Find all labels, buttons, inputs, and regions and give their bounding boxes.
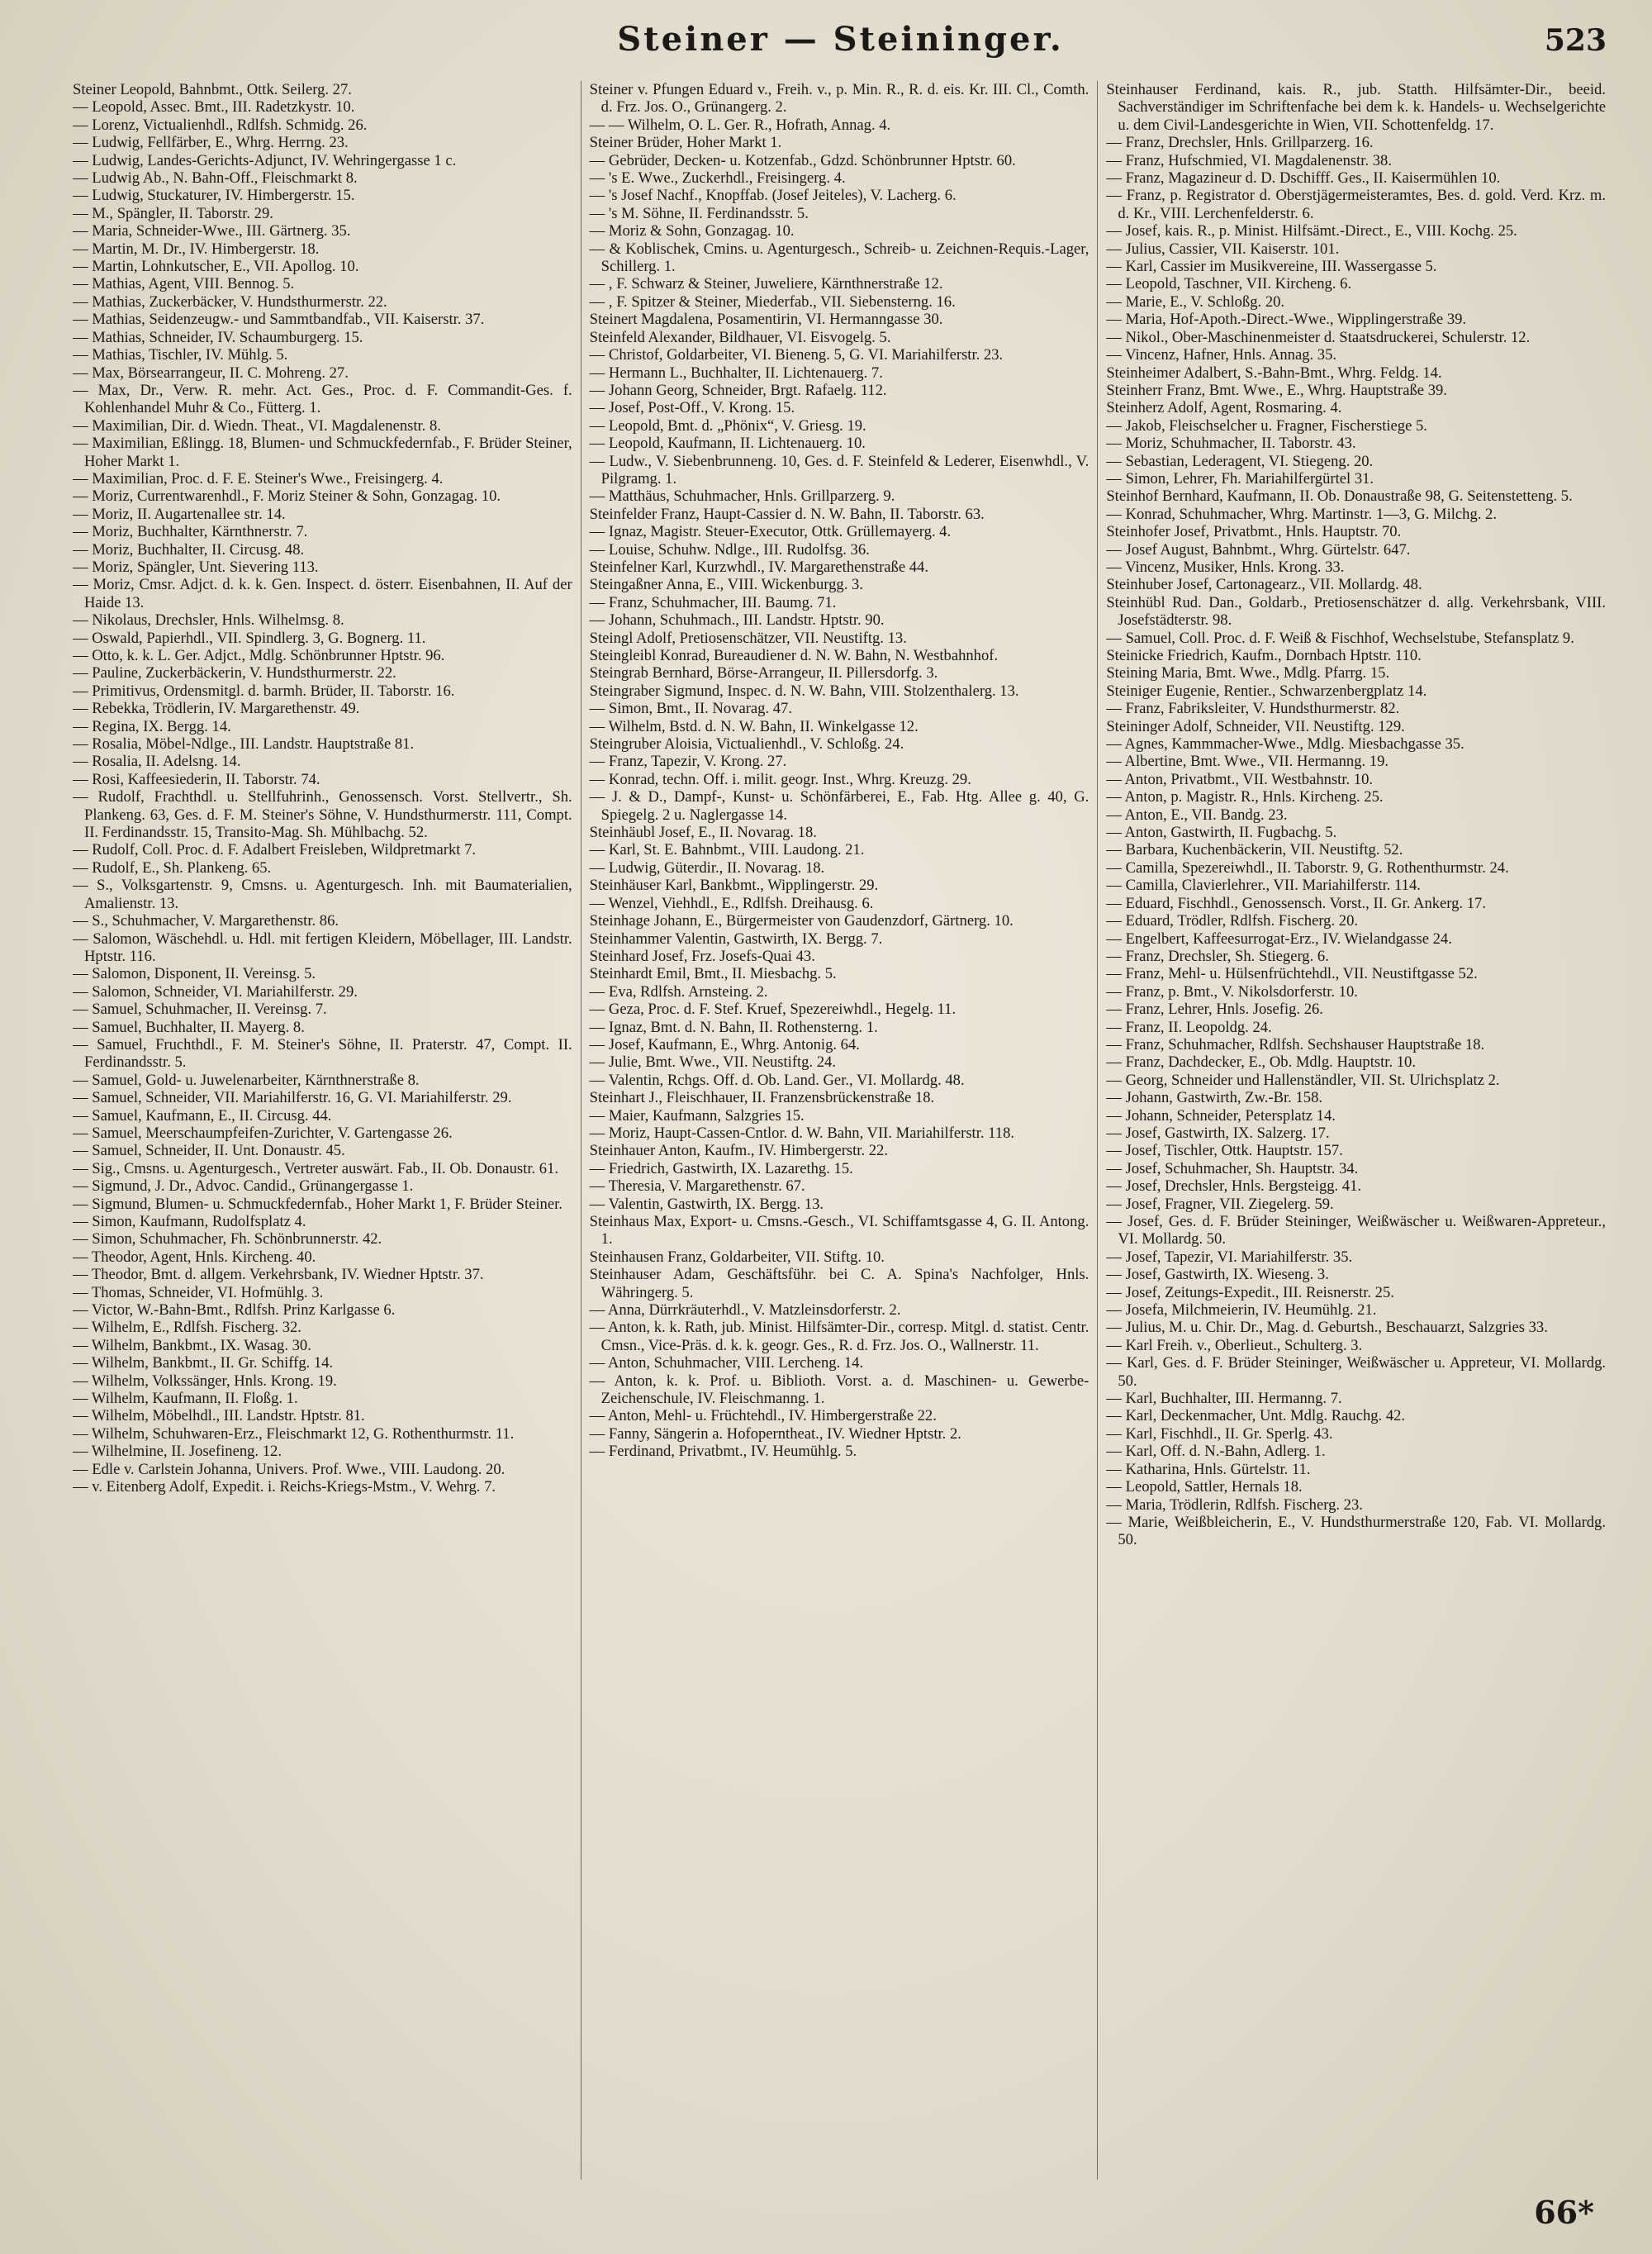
- directory-entry: — Anton, Mehl- u. Früchtehdl., IV. Himbergerstraße 22.: [589, 1407, 937, 1425]
- directory-entry: — Simon, Lehrer, Fh. Mariahilfergürtel 31.: [1106, 469, 1374, 487]
- directory-entry: — Oswald, Papierhdl., VII. Spindlerg. 3, G. Bognerg. 11.: [73, 629, 426, 647]
- directory-entry: — Josef, Ges. d. F. Brüder Steininger, Weißwäscher u. Weißwaren-Appreteur., VI. Mollardg. 50.: [1106, 1213, 1607, 1248]
- directory-entry: — Moriz, Schuhmacher, II. Taborstr. 43.: [1106, 435, 1356, 453]
- directory-entry: — Hermann L., Buchhalter, II. Lichtenauerg. 7.: [589, 364, 883, 382]
- directory-entry: — Otto, k. k. L. Ger. Adjct., Mdlg. Schönbrunner Hptstr. 96.: [73, 647, 445, 664]
- directory-entry: — Mathias, Tischler, IV. Mühlg. 5.: [73, 346, 288, 364]
- directory-entry: — Johann, Schuhmach., III. Landstr. Hptstr. 90.: [589, 611, 885, 630]
- directory-entry: — Anton, Gastwirth, II. Fugbachg. 5.: [1106, 824, 1337, 842]
- directory-entry: — Matthäus, Schuhmacher, Hnls. Grillparzerg. 9.: [589, 487, 895, 506]
- directory-entry: — Regina, IX. Bergg. 14.: [73, 717, 231, 735]
- directory-entry: — Josef, Gastwirth, IX. Wieseng. 3.: [1106, 1266, 1329, 1284]
- directory-entry: — Johann, Gastwirth, Zw.-Br. 158.: [1106, 1089, 1323, 1107]
- directory-entry: — Franz, Lehrer, Hnls. Josefig. 26.: [1106, 1001, 1323, 1019]
- directory-entry: Steiner v. Pfungen Eduard v., Freih. v., p. Min. R., R. d. eis. Kr. III. Cl., Comth. d. Frz. Jos. O., Grünangerg. 2.: [589, 81, 1089, 117]
- directory-entry: — Josef, Fragner, VII. Ziegelerg. 59.: [1106, 1195, 1334, 1213]
- directory-entry: Steinfelner Karl, Kurzwhdl., IV. Margarethenstraße 44.: [589, 558, 928, 576]
- directory-entry: — Nikolaus, Drechsler, Hnls. Wilhelmsg. 8.: [73, 611, 344, 630]
- directory-entry: Steinert Magdalena, Posamentirin, VI. Hermanngasse 30.: [589, 311, 943, 329]
- directory-entry: — Georg, Schneider und Hallenständler, VII. St. Ulrichsplatz 2.: [1106, 1071, 1500, 1089]
- directory-entry: Steinhuber Josef, Cartonagearz., VII. Mollardg. 48.: [1106, 576, 1422, 594]
- directory-entry: — Salomon, Wäschehdl. u. Hdl. mit fertigen Kleidern, Möbellager, III. Landstr. Hptstr. 116.: [73, 930, 572, 965]
- directory-entry: — Friedrich, Gastwirth, IX. Lazarethg. 15.: [589, 1159, 853, 1177]
- directory-entry: — Franz, Magazineur d. D. Dschifff. Ges., II. Kaisermühlen 10.: [1106, 169, 1501, 188]
- directory-entry: — Rudolf, Coll. Proc. d. F. Adalbert Freisleben, Wildpretmarkt 7.: [73, 841, 477, 859]
- directory-entry: Steinhardt Emil, Bmt., II. Miesbachg. 5.: [589, 965, 837, 983]
- directory-entry: — Camilla, Clavierlehrer., VII. Mariahilferstr. 114.: [1106, 877, 1421, 895]
- directory-entry: — Rosalia, Möbel-Ndlge., III. Landstr. Hauptstraße 81.: [73, 735, 415, 754]
- directory-entry: — Franz, Mehl- u. Hülsenfrüchtehdl., VII. Neustiftgasse 52.: [1106, 965, 1478, 983]
- directory-entry: Steininger Adolf, Schneider, VII. Neustiftg. 129.: [1106, 717, 1405, 735]
- directory-entry: — Franz, Dachdecker, E., Ob. Mdlg. Hauptstr. 10.: [1106, 1053, 1417, 1072]
- directory-entry: — Gebrüder, Decken- u. Kotzenfab., Gdzd. Schönbrunner Hptstr. 60.: [589, 151, 1016, 169]
- directory-entry: — Mathias, Schneider, IV. Schaumburgerg. 15.: [73, 328, 363, 346]
- directory-entry: — Louise, Schuhw. Ndlge., III. Rudolfsg. 36.: [589, 540, 870, 559]
- directory-entry: — Rudolf, Frachthdl. u. Stellfuhrinh., Genossensch. Vorst. Stellvertr., Sh. Plankeng. 63, Ges. d. F. M. Steiner's Söhne, V. Hundsthurmerstr. 111, Compt. II. Ferdinandsstr. 15, Transito-Mag. Sh. Mühlbachg. 52.: [73, 788, 572, 842]
- directory-entry: Steinhage Johann, E., Bürgermeister von Gaudenzdorf, Gärtnerg. 10.: [589, 912, 1014, 930]
- page-number: 523: [1544, 23, 1607, 58]
- directory-entry: — 's M. Söhne, II. Ferdinandsstr. 5.: [589, 204, 809, 222]
- directory-entry: — Agnes, Kammmacher-Wwe., Mdlg. Miesbachgasse 35.: [1106, 735, 1464, 754]
- column-right: [1098, 81, 1614, 2180]
- directory-entry: Steinheimer Adalbert, S.-Bahn-Bmt., Whrg. Feldg. 14.: [1106, 364, 1442, 382]
- directory-entry: — Moriz, Spängler, Unt. Sievering 113.: [73, 558, 319, 576]
- directory-entry: — 's E. Wwe., Zuckerhdl., Freisingerg. 4.: [589, 169, 846, 188]
- directory-entry: Steingl Adolf, Pretiosenschätzer, VII. Neustiftg. 13.: [589, 629, 907, 647]
- directory-entry: Steinhauser Adam, Geschäftsführ. bei C. A. Spina's Nachfolger, Hnls. Währingerg. 5.: [589, 1266, 1089, 1301]
- directory-entry: — Martin, Lohnkutscher, E., VII. Apollog. 10.: [73, 258, 359, 276]
- directory-entry: Steinhauer Anton, Kaufm., IV. Himbergerstr. 22.: [589, 1142, 888, 1160]
- directory-entry: — Samuel, Buchhalter, II. Mayerg. 8.: [73, 1018, 305, 1036]
- directory-entry: — Karl, St. E. Bahnbmt., VIII. Laudong. 21.: [589, 841, 865, 859]
- directory-entry: — Leopold, Assec. Bmt., III. Radetzkystr. 10.: [73, 98, 355, 117]
- directory-entry: — Mathias, Agent, VIII. Bennog. 5.: [73, 275, 295, 293]
- directory-entry: Steinhausen Franz, Goldarbeiter, VII. Stiftg. 10.: [589, 1248, 885, 1266]
- directory-entry: — Josef, Schuhmacher, Sh. Hauptstr. 34.: [1106, 1159, 1359, 1177]
- directory-entry: — Sig., Cmsns. u. Agenturgesch., Vertreter auswärt. Fab., II. Ob. Donaustr. 61.: [73, 1159, 559, 1177]
- directory-entry: — M., Spängler, II. Taborstr. 29.: [73, 204, 273, 222]
- directory-entry: — Camilla, Spezereiwhdl., II. Taborstr. 9, G. Rothenthurmstr. 24.: [1106, 858, 1509, 877]
- column-left: [64, 81, 582, 2180]
- directory-entry: — Maximilian, Eßlingg. 18, Blumen- und Schmuckfedernfab., F. Brüder Steiner, Hoher Markt 1.: [73, 435, 572, 470]
- directory-entry: — Rosi, Kaffeesiederin, II. Taborstr. 74.: [73, 770, 320, 788]
- directory-entry: — Victor, W.-Bahn-Bmt., Rdlfsh. Prinz Karlgasse 6.: [73, 1301, 396, 1320]
- directory-entry: — Josef, Zeitungs-Expedit., III. Reisnerstr. 25.: [1106, 1283, 1394, 1301]
- directory-entry: — S., Volksgartenstr. 9, Cmsns. u. Agenturgesch. Inh. mit Baumaterialien, Amalienstr. 13.: [73, 877, 572, 912]
- directory-entry: — Eva, Rdlfsh. Arnsteing. 2.: [589, 982, 768, 1001]
- directory-entry: — Karl, Deckenmacher, Unt. Mdlg. Rauchg. 42.: [1106, 1407, 1406, 1425]
- directory-entry: — Eduard, Trödler, Rdlfsh. Fischerg. 20.: [1106, 912, 1359, 930]
- directory-entry: Steinhübl Rud. Dan., Goldarb., Pretiosenschätzer d. allg. Verkehrsbank, VIII. Josefstädterstr. 98.: [1106, 593, 1607, 630]
- directory-entry: — Salomon, Disponent, II. Vereinsg. 5.: [73, 965, 316, 983]
- directory-entry: — Rebekka, Trödlerin, IV. Margarethenstr. 49.: [73, 700, 360, 718]
- directory-entry: — Wilhelm, Schuhwaren-Erz., Fleischmarkt 12, G. Rothenthurmstr. 11.: [73, 1424, 515, 1443]
- column-middle: [582, 81, 1099, 2180]
- directory-entry: — Konrad, Schuhmacher, Whrg. Martinstr. 1—3, G. Milchg. 2.: [1106, 505, 1497, 523]
- page-title: Steiner — Steininger.: [617, 20, 1064, 59]
- directory-entry: — Nikol., Ober-Maschinenmeister d. Staatsdruckerei, Schulerstr. 12.: [1106, 328, 1531, 346]
- directory-entry: Steingraber Sigmund, Inspec. d. N. W. Bahn, VIII. Stolzenthalerg. 13.: [589, 682, 1019, 700]
- directory-entry: — Sebastian, Lederagent, VI. Stiegeng. 20.: [1106, 452, 1374, 470]
- directory-entry: — Karl, Ges. d. F. Brüder Steininger, Weißwäscher u. Appreteur, VI. Mollardg. 50.: [1106, 1354, 1607, 1390]
- directory-entry: Steining Maria, Bmt. Wwe., Mdlg. Pfarrg. 15.: [1106, 664, 1390, 682]
- directory-entry: — Wilhelm, Bankbmt., II. Gr. Schiffg. 14.: [73, 1354, 334, 1372]
- directory-entry: — Samuel, Schneider, II. Unt. Donaustr. 45.: [73, 1142, 345, 1160]
- directory-entry: — Ferdinand, Privatbmt., IV. Heumühlg. 5.: [589, 1443, 857, 1461]
- directory-entry: — J. & D., Dampf-, Kunst- u. Schönfärberei, E., Fab. Htg. Allee g. 40, G. Spiegelg. 2 u. Naglergasse 14.: [589, 788, 1089, 824]
- directory-entry: — Samuel, Meerschaumpfeifen-Zurichter, V. Gartengasse 26.: [73, 1124, 453, 1142]
- directory-entry: — Mathias, Seidenzeugw.- und Sammtbandfab., VII. Kaiserstr. 37.: [73, 311, 485, 329]
- directory-entry: — Wilhelm, Bankbmt., IX. Wasag. 30.: [73, 1336, 311, 1354]
- directory-entry: — Josef, Gastwirth, IX. Salzerg. 17.: [1106, 1124, 1330, 1142]
- directory-entry: — Theodor, Agent, Hnls. Kircheng. 40.: [73, 1248, 316, 1266]
- directory-entry: — Josefa, Milchmeierin, IV. Heumühlg. 21.: [1106, 1301, 1377, 1320]
- directory-entry: — Ludwig, Güterdir., II. Novarag. 18.: [589, 858, 825, 877]
- directory-entry: — Ludwig, Stuckaturer, IV. Himbergerstr. 15.: [73, 187, 355, 205]
- directory-entry: — Moriz, Buchhalter, II. Circusg. 48.: [73, 540, 305, 559]
- directory-entry: — Julius, Cassier, VII. Kaiserstr. 101.: [1106, 240, 1340, 258]
- directory-entry: Steingaßner Anna, E., VIII. Wickenburgg. 3.: [589, 576, 863, 594]
- directory-entry: Steiner Leopold, Bahnbmt., Ottk. Seilerg. 27.: [73, 81, 352, 98]
- directory-entry: — Maier, Kaufmann, Salzgries 15.: [589, 1106, 805, 1125]
- directory-entry: Steinhaus Max, Export- u. Cmsns.-Gesch., VI. Schiffamtsgasse 4, G. II. Antong. 1.: [589, 1213, 1089, 1248]
- directory-entry: — Josef, Tapezir, VI. Mariahilferstr. 35.: [1106, 1248, 1353, 1266]
- directory-entry: — Simon, Bmt., II. Novarag. 47.: [589, 700, 792, 718]
- directory-entry: — Karl, Off. d. N.-Bahn, Adlerg. 1.: [1106, 1443, 1326, 1461]
- directory-entry: — Simon, Schuhmacher, Fh. Schönbrunnerstr. 42.: [73, 1230, 382, 1248]
- directory-entry: — Karl, Buchhalter, III. Hermanng. 7.: [1106, 1390, 1342, 1408]
- directory-entry: — Ignaz, Magistr. Steuer-Executor, Ottk. Grüllemayerg. 4.: [589, 523, 952, 541]
- directory-entry: — Karl, Cassier im Musikvereine, III. Wassergasse 5.: [1106, 258, 1437, 276]
- directory-entry: — Sigmund, Blumen- u. Schmuckfedernfab., Hoher Markt 1, F. Brüder Steiner.: [73, 1195, 563, 1213]
- directory-entry: — Moriz, II. Augartenallee str. 14.: [73, 505, 286, 523]
- directory-entry: — Eduard, Fischhdl., Genossensch. Vorst., II. Gr. Ankerg. 17.: [1106, 894, 1486, 912]
- directory-entry: — Wilhelm, Bstd. d. N. W. Bahn, II. Winkelgasse 12.: [589, 717, 919, 735]
- directory-entry: — v. Eitenberg Adolf, Expedit. i. Reichs-Kriegs-Mstm., V. Wehrg. 7.: [73, 1478, 496, 1496]
- directory-entry: — Wenzel, Viehhdl., E., Rdlfsh. Dreihausg. 6.: [589, 894, 874, 912]
- directory-entry: Steinhammer Valentin, Gastwirth, IX. Bergg. 7.: [589, 930, 883, 948]
- directory-entry: — Marie, Weißbleicherin, E., V. Hundsthurmerstraße 120, Fab. VI. Mollardg. 50.: [1106, 1513, 1607, 1549]
- directory-entry: — & Koblischek, Cmins. u. Agenturgesch., Schreib- u. Zeichnen-Requis.-Lager, Schillerg. 1.: [589, 240, 1089, 276]
- directory-entry: Steiner Brüder, Hoher Markt 1.: [589, 134, 782, 152]
- directory-entry: — Franz, Tapezir, V. Krong. 27.: [589, 753, 787, 771]
- directory-entry: — Anton, Privatbmt., VII. Westbahnstr. 10.: [1106, 770, 1374, 788]
- directory-entry: — Franz, II. Leopoldg. 24.: [1106, 1018, 1272, 1036]
- directory-entry: — Moriz, Buchhalter, Kärnthnerstr. 7.: [73, 523, 308, 541]
- directory-entry: — Ludwig, Landes-Gerichts-Adjunct, IV. Wehringergasse 1 c.: [73, 151, 457, 169]
- directory-entry: — Maria, Schneider-Wwe., III. Gärtnerg. 35.: [73, 222, 351, 240]
- directory-entry: — Max, Dr., Verw. R. mehr. Act. Ges., Proc. d. F. Commandit-Ges. f. Kohlenhandel Muhr & Co., Fütterg. 1.: [73, 381, 572, 417]
- directory-entry: — Leopold, Sattler, Hernals 18.: [1106, 1478, 1303, 1496]
- page-header: [74, 20, 1607, 69]
- directory-entry: — Edle v. Carlstein Johanna, Univers. Prof. Wwe., VIII. Laudong. 20.: [73, 1460, 506, 1478]
- directory-entry: — Maximilian, Dir. d. Wiedn. Theat., VI. Magdalenenstr. 8.: [73, 416, 441, 435]
- directory-entry: — Ludwig Ab., N. Bahn-Off., Fleischmarkt 8.: [73, 169, 358, 188]
- directory-entry: — S., Schuhmacher, V. Margarethenstr. 86.: [73, 912, 339, 930]
- directory-entry: Steinhäubl Josef, E., II. Novarag. 18.: [589, 824, 817, 842]
- directory-entry: — Maria, Trödlerin, Rdlfsh. Fischerg. 23.: [1106, 1496, 1363, 1514]
- directory-entry: — Samuel, Kaufmann, E., II. Circusg. 44.: [73, 1106, 332, 1125]
- directory-entry: — Leopold, Kaufmann, II. Lichtenauerg. 10.: [589, 435, 866, 453]
- directory-entry: — Vincenz, Musiker, Hnls. Krong. 33.: [1106, 558, 1345, 576]
- directory-entry: — Samuel, Fruchthdl., F. M. Steiner's Söhne, II. Praterstr. 47, Compt. II. Ferdinandsstr. 5.: [73, 1035, 572, 1072]
- directory-entry: — 's Josef Nachf., Knopffab. (Josef Jeiteles), V. Lacherg. 6.: [589, 187, 957, 205]
- directory-entry: — Mathias, Zuckerbäcker, V. Hundsthurmerstr. 22.: [73, 292, 387, 311]
- directory-entry: — Wilhelm, E., Rdlfsh. Fischerg. 32.: [73, 1319, 301, 1337]
- directory-entry: — Theodor, Bmt. d. allgem. Verkehrsbank, IV. Wiedner Hptstr. 37.: [73, 1266, 484, 1284]
- directory-entry: — Josef, Tischler, Ottk. Hauptstr. 157.: [1106, 1142, 1343, 1160]
- directory-entry: — Julius, M. u. Chir. Dr., Mag. d. Geburtsh., Beschauarzt, Salzgries 33.: [1106, 1319, 1548, 1337]
- directory-entry: — Maria, Hof-Apoth.-Direct.-Wwe., Wipplingerstraße 39.: [1106, 311, 1467, 329]
- directory-entry: — Lorenz, Victualienhdl., Rdlfsh. Schmidg. 26.: [73, 116, 368, 134]
- directory-entry: — Samuel, Gold- u. Juwelenarbeiter, Kärnthnerstraße 8.: [73, 1071, 420, 1089]
- directory-entry: — Christof, Goldarbeiter, VI. Bieneng. 5, G. VI. Mariahilferstr. 23.: [589, 346, 1004, 364]
- directory-entry: — Wilhelmine, II. Josefineng. 12.: [73, 1443, 282, 1461]
- directory-entry: — Sigmund, J. Dr., Advoc. Candid., Grünangergasse 1.: [73, 1177, 414, 1196]
- sheet-signature: 66*: [1534, 2194, 1594, 2231]
- directory-entry: Steinhäuser Karl, Bankbmt., Wipplingerstr. 29.: [589, 877, 879, 895]
- directory-entry: — , F. Schwarz & Steiner, Juweliere, Kärnthnerstraße 12.: [589, 275, 943, 293]
- directory-entry: — Vincenz, Hafner, Hnls. Annag. 35.: [1106, 346, 1337, 364]
- directory-entry: — Primitivus, Ordensmitgl. d. barmh. Brüder, II. Taborstr. 16.: [73, 682, 455, 700]
- directory-entry: — Johann, Schneider, Petersplatz 14.: [1106, 1106, 1336, 1125]
- directory-entry: — Albertine, Bmt. Wwe., VII. Hermanng. 19.: [1106, 753, 1389, 771]
- directory-entry: — Valentin, Gastwirth, IX. Bergg. 13.: [589, 1195, 824, 1213]
- directory-entry: — Franz, Schuhmacher, III. Baumg. 71.: [589, 593, 837, 611]
- directory-entry: — Rudolf, E., Sh. Plankeng. 65.: [73, 858, 272, 877]
- directory-entry: — Theresia, V. Margarethenstr. 67.: [589, 1177, 805, 1196]
- directory-entry: — Leopold, Bmt. d. „Phönix“, V. Griesg. 19.: [589, 416, 866, 435]
- directory-entry: — Wilhelm, Kaufmann, II. Floßg. 1.: [73, 1390, 298, 1408]
- directory-entry: — Leopold, Taschner, VII. Kircheng. 6.: [1106, 275, 1352, 293]
- directory-entry: — Franz, Hufschmied, VI. Magdalenenstr. 38.: [1106, 151, 1392, 169]
- directory-entry: — Franz, p. Bmt., V. Nikolsdorferstr. 10.: [1106, 982, 1358, 1001]
- directory-entry: — Wilhelm, Volkssänger, Hnls. Krong. 19.: [73, 1372, 337, 1390]
- directory-entry: — Barbara, Kuchenbäckerin, VII. Neustiftg. 52.: [1106, 841, 1403, 859]
- directory-entry: — Moriz, Cmsr. Adjct. d. k. k. Gen. Inspect. d. österr. Eisenbahnen, II. Auf der Haide 13.: [73, 576, 572, 611]
- directory-entry: — Jakob, Fleischselcher u. Fragner, Fischerstiege 5.: [1106, 416, 1427, 435]
- directory-entry: Steingleibl Konrad, Bureaudiener d. N. W. Bahn, N. Westbahnhof.: [589, 647, 999, 664]
- directory-entry: Steinhauser Ferdinand, kais. R., jub. Statth. Hilfsämter-Dir., beeid. Sachverständiger im Schriftenfache bei dem k. k. Handels- u. Wechselgerichte u. dem Civil-Landesgerichte in Wien, VII. Schottenfeldg. 17.: [1106, 81, 1607, 134]
- directory-entry: — Anton, Schuhmacher, VIII. Lercheng. 14.: [589, 1354, 864, 1372]
- directory-entry: — Salomon, Schneider, VI. Mariahilferstr. 29.: [73, 982, 358, 1001]
- directory-entry: — Ignaz, Bmt. d. N. Bahn, II. Rothensterng. 1.: [589, 1018, 878, 1036]
- directory-entry: — Konrad, techn. Off. i. milit. geogr. Inst., Whrg. Kreuzg. 29.: [589, 770, 971, 788]
- directory-entry: — Maximilian, Proc. d. F. E. Steiner's Wwe., Freisingerg. 4.: [73, 469, 444, 487]
- directory-entry: — Franz, Drechsler, Sh. Stiegerg. 6.: [1106, 947, 1329, 965]
- directory-entry: — Moriz, Currentwarenhdl., F. Moriz Steiner & Sohn, Gonzagag. 10.: [73, 487, 501, 506]
- directory-entry: — Josef, Drechsler, Hnls. Bergsteigg. 41.: [1106, 1177, 1362, 1196]
- directory-entry: Steinhof Bernhard, Kaufmann, II. Ob. Donaustraße 98, G. Seitenstetteng. 5.: [1106, 487, 1573, 506]
- directory-entry: — Franz, Drechsler, Hnls. Grillparzerg. 16.: [1106, 134, 1374, 152]
- directory-entry: — Anna, Dürrkräuterhdl., V. Matzleinsdorferstr. 2.: [589, 1301, 901, 1320]
- directory-entry: — Max, Börsearrangeur, II. C. Mohreng. 27.: [73, 364, 349, 382]
- directory-entry: — Simon, Kaufmann, Rudolfsplatz 4.: [73, 1213, 306, 1230]
- entry-columns: [64, 81, 1614, 2180]
- directory-entry: — Anton, k. k. Prof. u. Biblioth. Vorst. a. d. Maschinen- u. Gewerbe-Zeichenschule, IV. Fleischmanng. 1.: [589, 1372, 1089, 1408]
- directory-entry: — Josef, Post-Off., V. Krong. 15.: [589, 399, 795, 417]
- directory-entry: — Franz, Schuhmacher, Rdlfsh. Sechshauser Hauptstraße 18.: [1106, 1035, 1485, 1053]
- directory-entry: Steiniger Eugenie, Rentier., Schwarzenbergplatz 14.: [1106, 682, 1427, 700]
- directory-entry: — Samuel, Coll. Proc. d. F. Weiß & Fischhof, Wechselstube, Stefansplatz 9.: [1106, 629, 1574, 647]
- directory-entry: — Engelbert, Kaffeesurrogat-Erz., IV. Wielandgasse 24.: [1106, 930, 1452, 948]
- directory-entry: — Ludw., V. Siebenbrunneng. 10, Ges. d. F. Steinfeld & Lederer, Eisenwhdl., V. Pilgramg. 1.: [589, 452, 1089, 487]
- directory-entry: — Anton, p. Magistr. R., Hnls. Kircheng. 25.: [1106, 788, 1384, 806]
- directory-entry: — Josef, kais. R., p. Minist. Hilfsämt.-Direct., E., VIII. Kochg. 25.: [1106, 222, 1517, 240]
- directory-entry: Steinicke Friedrich, Kaufm., Dornbach Hptstr. 110.: [1106, 647, 1422, 664]
- directory-entry: — Franz, p. Registrator d. Oberstjägermeisteramtes, Bes. d. gold. Verd. Krz. m. d. Kr., VIII. Lerchenfelderstr. 6.: [1106, 187, 1607, 222]
- directory-entry: — Samuel, Schneider, VII. Mariahilferstr. 16, G. VI. Mariahilferstr. 29.: [73, 1089, 512, 1107]
- directory-entry: — Julie, Bmt. Wwe., VII. Neustiftg. 24.: [589, 1053, 837, 1072]
- directory-entry: — Valentin, Rchgs. Off. d. Ob. Land. Ger., VI. Mollardg. 48.: [589, 1071, 965, 1089]
- directory-entry: — Geza, Proc. d. F. Stef. Kruef, Spezereiwhdl., Hegelg. 11.: [589, 1001, 957, 1019]
- directory-entry: Steinhart J., Fleischhauer, II. Franzensbrückenstraße 18.: [589, 1089, 935, 1107]
- directory-entry: — Wilhelm, Möbelhdl., III. Landstr. Hptstr. 81.: [73, 1407, 365, 1425]
- directory-entry: Steinfelder Franz, Haupt-Cassier d. N. W. Bahn, II. Taborstr. 63.: [589, 505, 985, 523]
- directory-entry: — Pauline, Zuckerbäckerin, V. Hundsthurmerstr. 22.: [73, 664, 396, 682]
- directory-entry: — Moriz & Sohn, Gonzagag. 10.: [589, 222, 795, 240]
- directory-entry: — Marie, E., V. Schloßg. 20.: [1106, 292, 1285, 311]
- directory-entry: — Karl, Fischhdl., II. Gr. Sperlg. 43.: [1106, 1424, 1333, 1443]
- directory-entry: — Franz, Fabriksleiter, V. Hundsthurmerstr. 82.: [1106, 700, 1400, 718]
- directory-entry: Steinhard Josef, Frz. Josefs-Quai 43.: [589, 947, 815, 965]
- directory-entry: — Karl Freih. v., Oberlieut., Schulterg. 3.: [1106, 1336, 1363, 1354]
- directory-entry: — Anton, E., VII. Bandg. 23.: [1106, 806, 1288, 824]
- directory-entry: — Martin, M. Dr., IV. Himbergerstr. 18.: [73, 240, 320, 258]
- directory-entry: Steingrab Bernhard, Börse-Arrangeur, II. Pillersdorfg. 3.: [589, 664, 938, 682]
- directory-entry: — Josef August, Bahnbmt., Whrg. Gürtelstr. 647.: [1106, 540, 1411, 559]
- directory-entry: — Anton, k. k. Rath, jub. Minist. Hilfsämter-Dir., corresp. Mitgl. d. statist. Centr. Cmsn., Vice-Präs. d. k. k. geogr. Ges., R. d. Frz. Jos. O., Wallnerstr. 11.: [589, 1319, 1089, 1354]
- directory-entry: — — Wilhelm, O. L. Ger. R., Hofrath, Annag. 4.: [589, 116, 891, 134]
- directory-entry: Steinhofer Josef, Privatbmt., Hnls. Hauptstr. 70.: [1106, 523, 1402, 541]
- directory-entry: — Ludwig, Fellfärber, E., Whrg. Herrng. 23.: [73, 134, 349, 152]
- directory-entry: — Moriz, Haupt-Cassen-Cntlor. d. W. Bahn, VII. Mariahilferstr. 118.: [589, 1124, 1015, 1142]
- directory-entry: — Katharina, Hnls. Gürtelstr. 11.: [1106, 1460, 1311, 1478]
- directory-entry: — Rosalia, II. Adelsng. 14.: [73, 753, 241, 771]
- directory-entry: — Samuel, Schuhmacher, II. Vereinsg. 7.: [73, 1001, 327, 1019]
- directory-entry: — , F. Spitzer & Steiner, Miederfab., VII. Siebensterng. 16.: [589, 292, 956, 311]
- directory-entry: — Johann Georg, Schneider, Brgt. Rafaelg. 112.: [589, 381, 887, 399]
- directory-entry: — Thomas, Schneider, VI. Hofmühlg. 3.: [73, 1283, 324, 1301]
- directory-entry: Steinherr Franz, Bmt. Wwe., E., Whrg. Hauptstraße 39.: [1106, 381, 1447, 399]
- directory-entry: Steinherz Adolf, Agent, Rosmaring. 4.: [1106, 399, 1342, 417]
- directory-entry: Steingruber Aloisia, Victualienhdl., V. Schloßg. 24.: [589, 735, 904, 754]
- directory-entry: — Fanny, Sängerin a. Hofoperntheat., IV. Wiedner Hptstr. 2.: [589, 1424, 961, 1443]
- directory-entry: Steinfeld Alexander, Bildhauer, VI. Eisvogelg. 5.: [589, 328, 891, 346]
- directory-entry: — Josef, Kaufmann, E., Whrg. Antonig. 64.: [589, 1035, 860, 1053]
